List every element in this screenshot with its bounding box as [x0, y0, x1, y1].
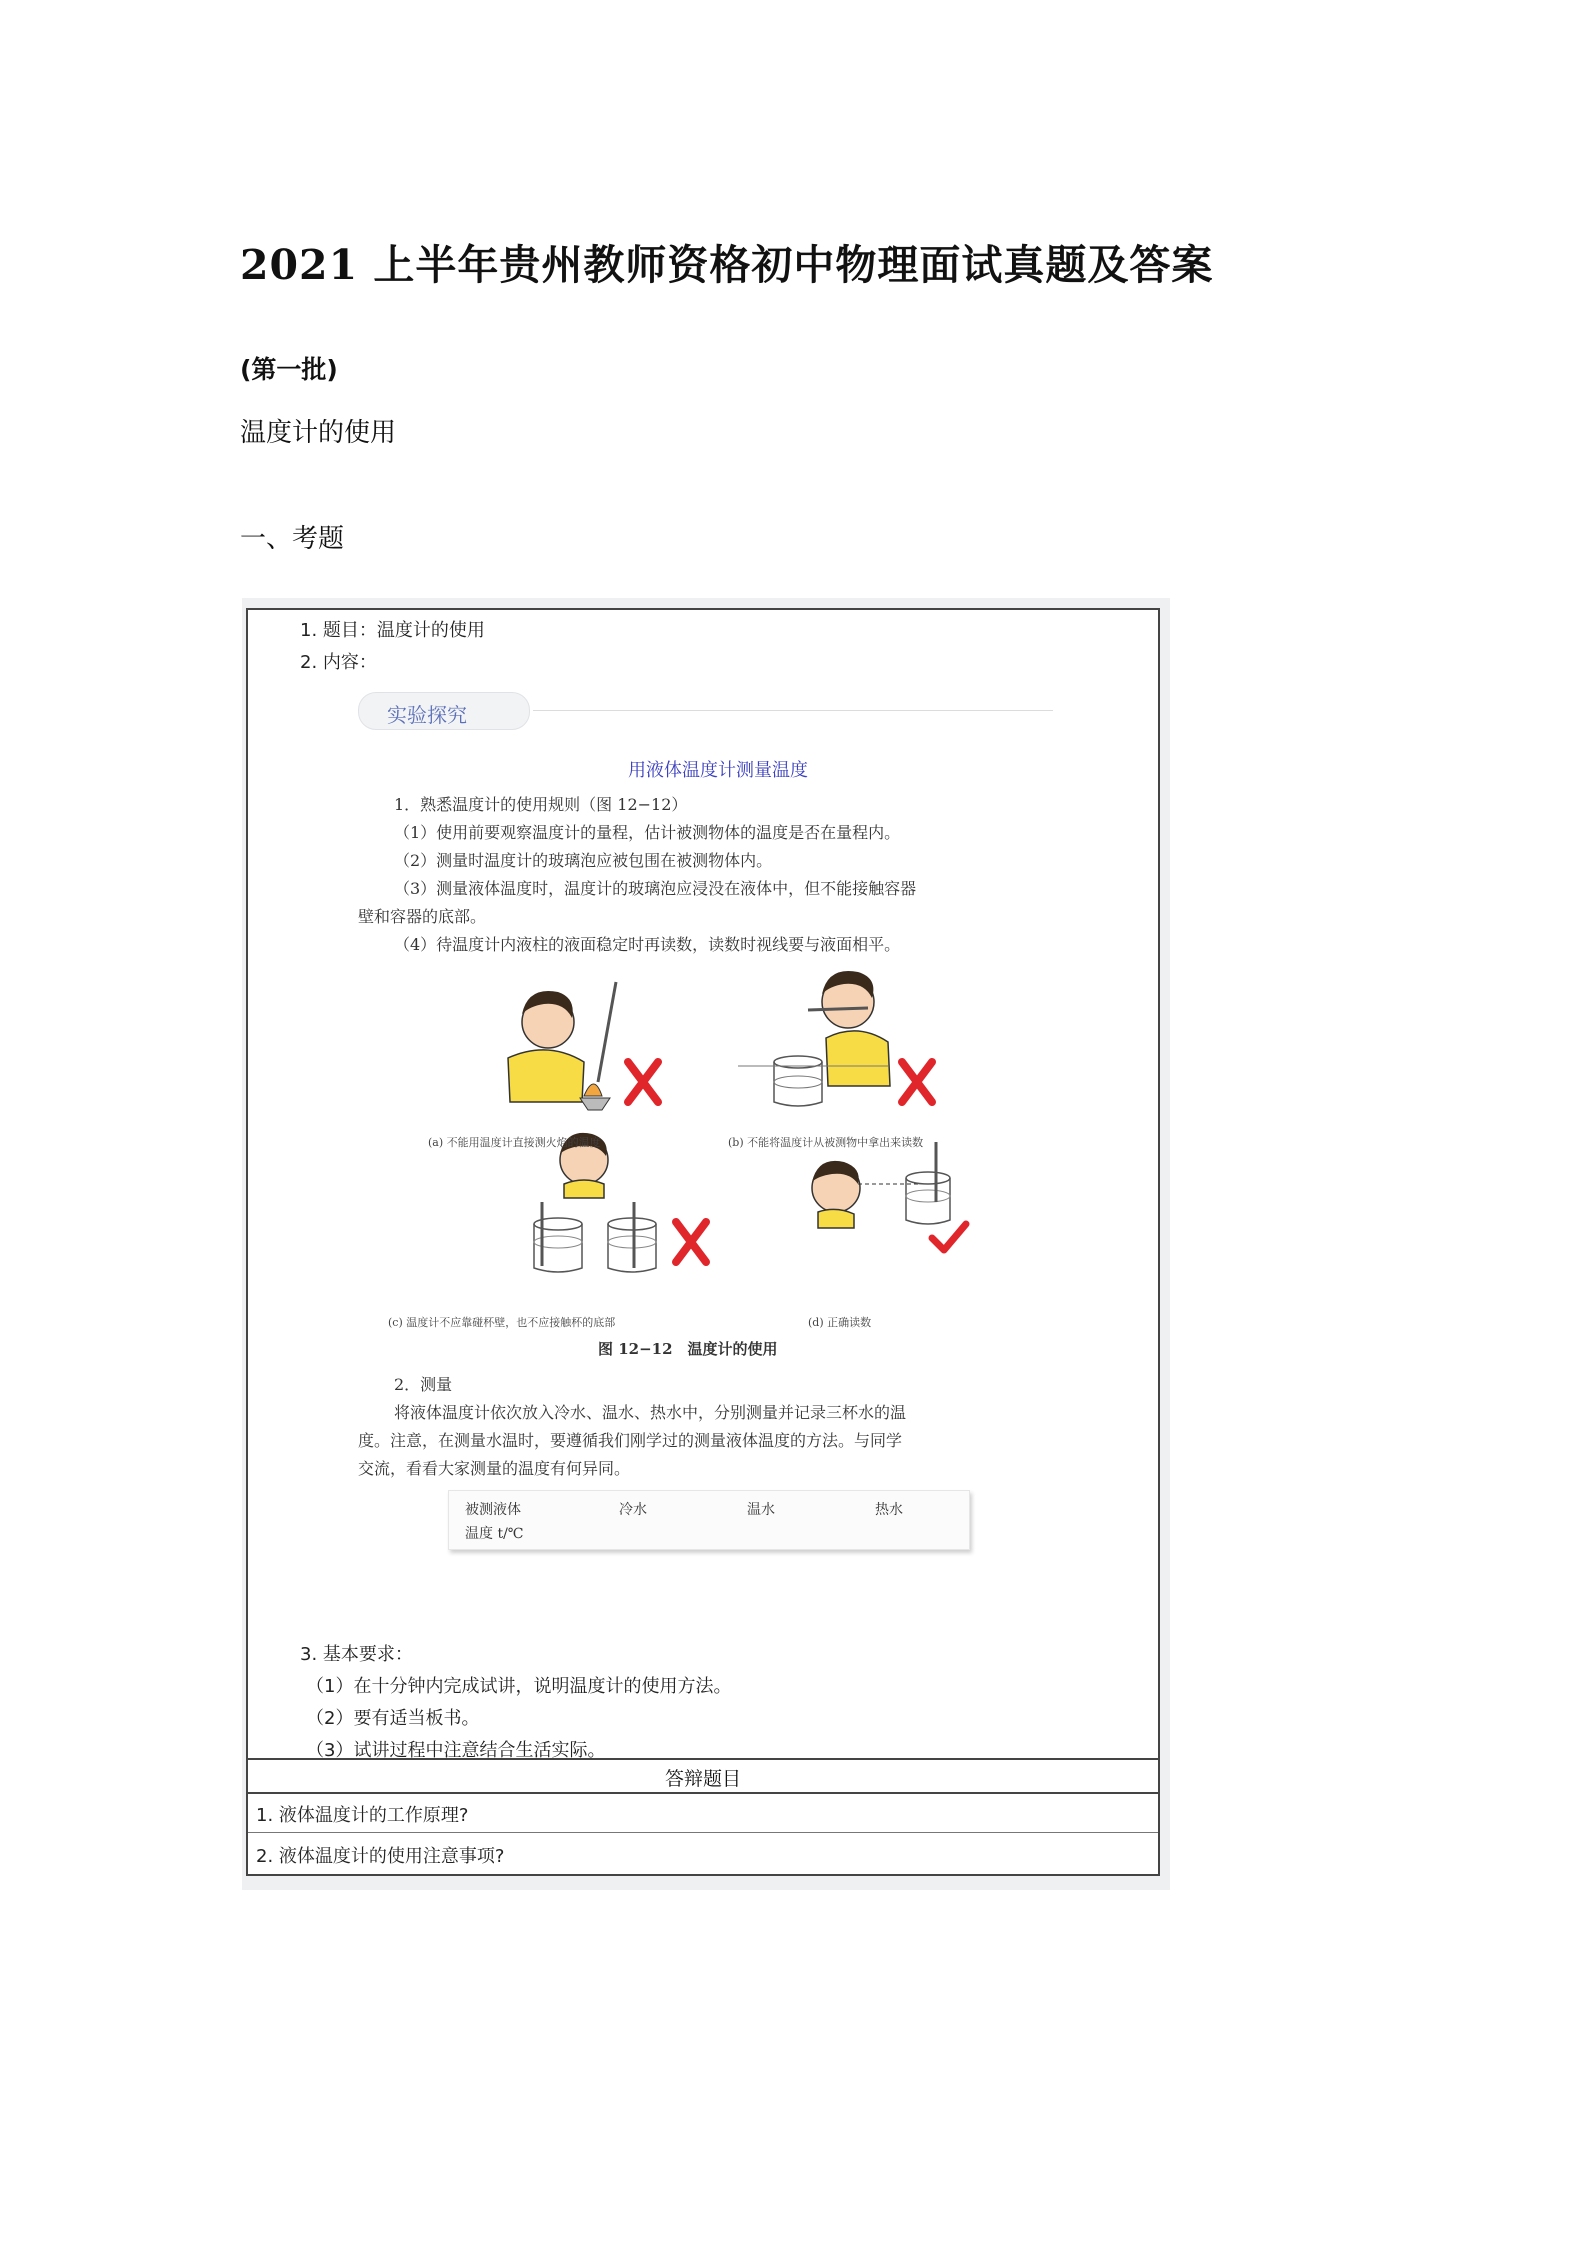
caption-d: (d) 正确读数: [808, 1316, 872, 1329]
caption-c: (c) 温度计不应靠碰杯壁，也不应接触杯的底部: [388, 1316, 616, 1329]
experiment-panel: [358, 692, 1078, 1632]
record-col-warm: 温水: [747, 1502, 775, 1518]
requirement-item: （3）试讲过程中注意结合生活实际。: [306, 1740, 606, 1761]
question-row: [248, 1792, 1158, 1833]
item-content: 2. 内容：: [300, 652, 377, 673]
section-heading: 一、考题: [240, 524, 345, 554]
record-row-header: 被测液体: [465, 1502, 521, 1518]
illustration-c: [534, 1133, 706, 1272]
figure-caption: 图 12−12 温度计的使用: [598, 1340, 778, 1358]
illustration-b: [738, 971, 932, 1106]
measure-line: 度。注意，在测量水温时，要遵循我们刚学过的测量液体温度的方法。与同学: [358, 1431, 903, 1450]
requirements-title: 3. 基本要求：: [300, 1644, 413, 1665]
measure-line: 交流，看看大家测量的温度有何异同。: [358, 1459, 631, 1478]
illustration-d: [812, 1142, 966, 1250]
measure-line: 2．测量: [394, 1375, 453, 1394]
batch-label: (第一批): [240, 355, 338, 384]
exam-sheet: [246, 608, 1160, 1876]
question-text: 1. 液体温度计的工作原理?: [256, 1805, 469, 1826]
caption-a: (a) 不能用温度计直接测火焰的温度: [428, 1136, 601, 1149]
question-row: [248, 1833, 1158, 1873]
rule-line: （4）待温度计内液柱的液面稳定时再读数，读数时视线要与液面相平。: [394, 935, 901, 954]
requirement-item: （1）在十分钟内完成试讲，说明温度计的使用方法。: [306, 1676, 732, 1697]
answer-heading-row: [248, 1758, 1158, 1794]
record-col-cold: 冷水: [619, 1502, 647, 1518]
topic-label: 温度计的使用: [240, 418, 397, 448]
record-row-unit: 温度 t/℃: [465, 1526, 524, 1542]
answer-heading: 答辩题目: [664, 1768, 741, 1790]
rule-line: （2）测量时温度计的玻璃泡应被包围在被测物体内。: [394, 851, 773, 870]
caption-b: (b) 不能将温度计从被测物中拿出来读数: [728, 1136, 924, 1149]
rule-line: （3）测量液体温度时，温度计的玻璃泡应浸没在液体中，但不能接触容器: [394, 879, 917, 898]
rule-line: （1）使用前要观察温度计的量程，估计被测物体的温度是否在量程内。: [394, 823, 901, 842]
question-text: 2. 液体温度计的使用注意事项?: [256, 1846, 505, 1867]
record-col-hot: 热水: [875, 1502, 903, 1518]
measure-line: 将液体温度计依次放入冷水、温水、热水中，分别测量并记录三杯水的温: [394, 1403, 907, 1422]
item-topic: 1. 题目：温度计的使用: [300, 620, 485, 641]
experiment-tag: [358, 692, 530, 730]
thermometer-usage-illustrations: [358, 962, 1078, 1292]
record-table: [448, 1490, 970, 1550]
experiment-tag-label: 实验探究: [387, 703, 467, 727]
rule-line: 1．熟悉温度计的使用规则（图 12−12）: [394, 795, 688, 814]
requirement-item: （2）要有适当板书。: [306, 1708, 480, 1729]
rule-line: 壁和容器的底部。: [358, 907, 487, 926]
divider: [533, 710, 1053, 711]
experiment-title: 用液体温度计测量温度: [628, 760, 808, 781]
illustration-a: [508, 982, 658, 1110]
document-title: 2021 上半年贵州教师资格初中物理面试真题及答案: [240, 241, 1214, 289]
